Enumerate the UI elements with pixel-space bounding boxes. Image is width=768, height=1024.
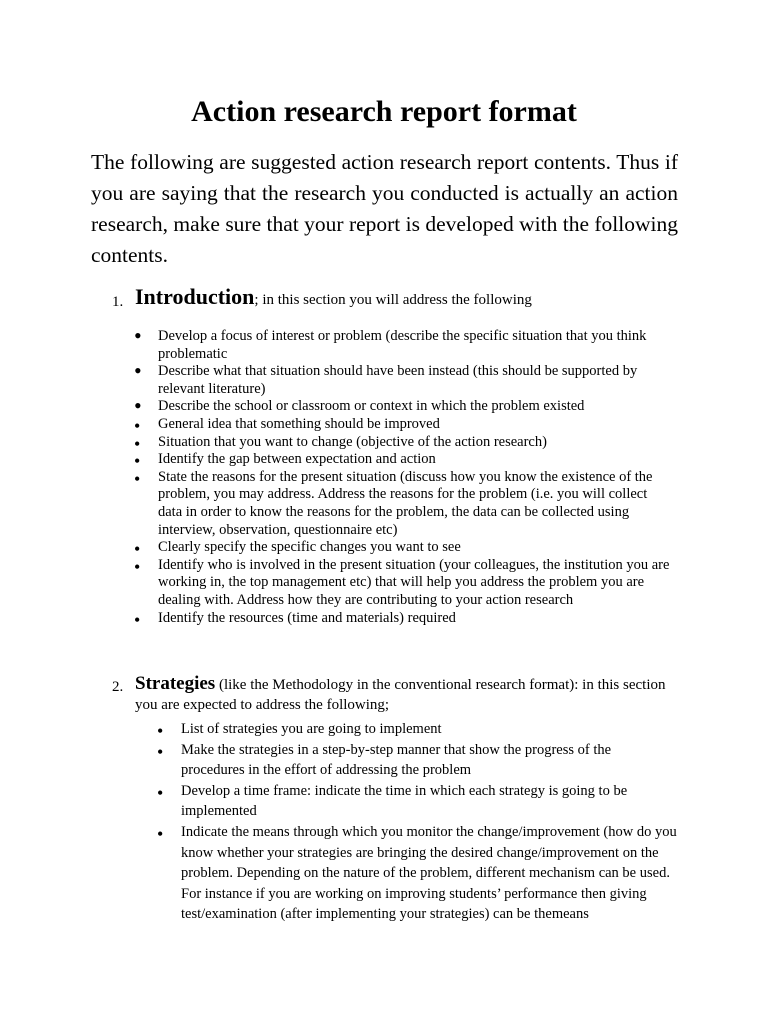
list-item: • Describe the school or classroom or context in which the problem existed [134, 393, 585, 419]
bullet-icon: • [134, 433, 141, 454]
bullet-icon: • [134, 609, 141, 630]
bullet-icon: • [157, 823, 164, 844]
bullet-list [157, 719, 678, 925]
bullet-icon: • [134, 451, 141, 472]
document-title: Action research report format [191, 95, 577, 128]
bullet-icon: • [134, 556, 141, 577]
list-item: • Indicate the means through which you monitor the change/improvement (how do you know whether your strategies are bringing the desired change/improvement on the problem. Depending on the nature of the problem, different mechanism can be used. For instance if you are working on improving students’ performance then giving test/examination (after implementing your strategies) can be themeans [157, 823, 677, 923]
bullet-icon: • [157, 741, 164, 762]
list-item: • Develop a focus of interest or problem (describe the specific situation that you think problematic [134, 323, 647, 362]
intro-paragraph: The following are suggested action research report contents. Thus if you are saying that the research you conducted is actually an action research, make sure that your report is developed with the following contents. [91, 150, 678, 267]
section-title: Introduction [135, 284, 255, 309]
list-item: • Make the strategies in a step-by-step manner that show the progress of the procedures in the effort of addressing the problem [157, 741, 612, 779]
section-number: 1. [112, 294, 124, 310]
bullet-icon: • [134, 468, 141, 489]
list-item: • Identify who is involved in the present situation (your colleagues, the institution you are working in, the top management etc) that will help you address the problem you are dealing with. Address how they are contributing to your action research [134, 556, 670, 608]
list-item: • Situation that you want to change (objective of the action research) [134, 433, 547, 454]
list-item: • Clearly specify the specific changes you want to see [134, 539, 461, 560]
bullet-icon: • [157, 721, 164, 741]
list-item: • State the reasons for the present situation (discuss how you know the existence of the problem, you may address. Address the reasons for the problem (i.e. you will collect data in order to know the reasons for the problem, the data can be collected using interview, observation, questionnaire etc) [134, 468, 653, 538]
bullet-list [134, 323, 673, 630]
section-heading [135, 284, 532, 310]
list-item: • General idea that something should be improved [134, 415, 440, 436]
section-number: 2. [112, 679, 124, 695]
bullet-icon: • [134, 323, 142, 348]
section-subtitle: (like the Methodology in the conventional research format): in this section you are expected to address the following; [135, 677, 666, 713]
section-title: Strategies [135, 673, 216, 694]
section-heading [135, 674, 680, 715]
bullet-icon: • [134, 415, 141, 436]
list-item: • List of strategies you are going to implement [157, 721, 442, 741]
list-item: • Describe what that situation should have been instead (this should be supported by relevant literature) [134, 358, 638, 397]
list-item: • Develop a time frame: indicate the time in which each strategy is going to be implemented [157, 782, 628, 820]
bullet-icon: • [134, 358, 142, 384]
bullet-icon: • [157, 782, 164, 803]
bullet-icon: • [134, 393, 142, 419]
list-item: • Identify the resources (time and materials) required [134, 609, 456, 630]
section-subtitle: ; in this section you will address the following [254, 292, 532, 308]
list-item: • Identify the gap between expectation and action [134, 451, 436, 472]
bullet-icon: • [134, 539, 141, 560]
